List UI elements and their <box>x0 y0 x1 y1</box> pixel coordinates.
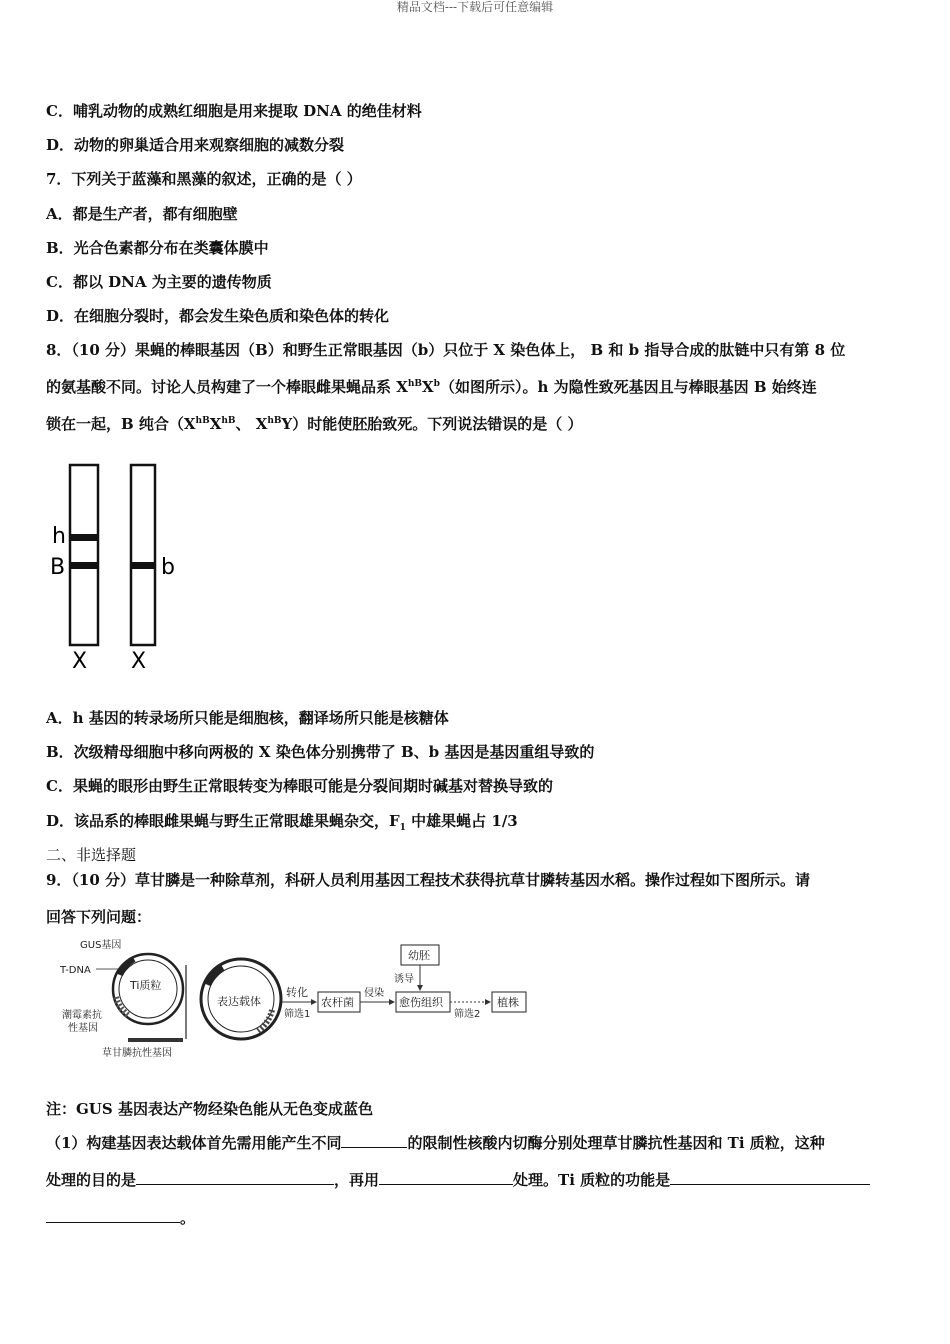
q8-option-c: C．果蝇的眼形由野生正常眼转变为棒眼可能是分裂间期时碱基对替换导致的 <box>46 777 553 795</box>
q9-stem-line2: 回答下列问题： <box>46 908 152 926</box>
q8-option-a: A．h 基因的转录场所只能是细胞核，翻译场所只能是核糖体 <box>46 709 449 727</box>
process-figure <box>58 935 533 1065</box>
answer-blank[interactable] <box>670 1170 870 1185</box>
q6-option-d: D．动物的卵巢适合用来观察细胞的减数分裂 <box>46 136 345 154</box>
q9-stem-line1: 9．（10 分）草甘膦是一种除草剂，科研人员利用基因工程技术获得抗草甘膦转基因水稻。操作过程如下图所示。请 <box>46 871 811 889</box>
glyphosate-label: 草甘膦抗性基因 <box>102 1048 172 1059</box>
answer-blank[interactable] <box>136 1170 334 1185</box>
embryo-label: 幼胚 <box>408 949 430 962</box>
q7-option-d: D．在细胞分裂时，都会发生染色质和染色体的转化 <box>46 307 390 325</box>
chromosome-right <box>131 465 155 645</box>
tdna-label: T-DNA <box>60 965 91 976</box>
q8-stem-line3: 锁在一起，B 纯合（$X^{hB}X^{hB}$、 $X^{hB}Y$）时能使胚胎致死。下列说法错误的是（ ） <box>46 415 583 433</box>
band-h <box>70 534 98 541</box>
answer-blank[interactable] <box>379 1170 513 1185</box>
plant-label: 植株 <box>497 996 519 1009</box>
answer-blank[interactable] <box>341 1133 407 1148</box>
q8-option-b: B．次级精母细胞中移向两极的 X 染色体分别携带了 B、b 基因是基因重组导致的 <box>46 743 595 761</box>
answer-blank[interactable] <box>46 1208 180 1223</box>
screen2-label: 筛选2 <box>454 1009 481 1020</box>
agro-label: 农杆菌 <box>321 996 354 1009</box>
label-B: B <box>50 555 66 580</box>
label-X-right: X <box>131 649 147 674</box>
q8-stem-line2: 的氨基酸不同。讨论人员构建了一个棒眼雌果蝇品系 $X^{hB}X^b$（如图所示）。h 为隐性致死基因且与棒眼基因 B 始终连 <box>46 378 817 396</box>
q9-note: 注：GUS 基因表达产物经染色能从无色变成蓝色 <box>46 1100 373 1118</box>
gus-label: GUS基因 <box>80 940 122 951</box>
q9-sub1-line1: （1）构建基因表达载体首先需用能产生不同 的限制性核酸内切酶分别处理草甘膦抗性基因和 Ti 质粒，这种 <box>46 1134 825 1152</box>
hyg-label-2: 性基因 <box>68 1023 98 1034</box>
chromosome-figure <box>40 455 190 680</box>
glyphosate-gene-bar <box>128 1038 183 1042</box>
chromosome-left <box>70 465 98 645</box>
label-X-left: X <box>72 649 88 674</box>
callus-label: 愈伤组织 <box>399 996 443 1009</box>
label-b: b <box>161 555 175 580</box>
transform-label: 转化 <box>286 986 308 999</box>
q7-option-a: A．都是生产者，都有细胞壁 <box>46 205 238 223</box>
infect-label: 侵染 <box>364 988 384 999</box>
q6-option-c: C．哺乳动物的成熟红细胞是用来提取 DNA 的绝佳材料 <box>46 102 422 120</box>
screen1-label: 筛选1 <box>284 1009 311 1020</box>
hyg-label-1: 潮霉素抗 <box>62 1010 102 1021</box>
q9-sub1-line3: 。 <box>46 1208 195 1228</box>
q7-option-b: B．光合色素都分布在类囊体膜中 <box>46 239 269 257</box>
q8-stem-line1: 8．（10 分）果蝇的棒眼基因（B）和野生正常眼基因（b）只位于 X 染色体上， B 和 b 指导合成的肽链中只有第 8 位 <box>46 341 846 359</box>
q7-option-c: C．都以 DNA 为主要的遗传物质 <box>46 273 272 291</box>
band-B <box>70 562 98 569</box>
vector-label: 表达载体 <box>217 995 261 1008</box>
page-header: 精品文档---下载后可任意编辑 <box>396 0 554 14</box>
q9-sub1-line2: 处理的目的是 ，再用 处理。Ti 质粒的功能是 <box>46 1170 870 1190</box>
q8-option-d: D．该品系的棒眼雌果蝇与野生正常眼雄果蝇杂交，$F_1$ 中雄果蝇占 1/3 <box>46 812 518 833</box>
induce-label: 诱导 <box>394 974 414 985</box>
q7-stem: 7．下列关于蓝藻和黑藻的叙述，正确的是（ ） <box>46 170 362 188</box>
band-b <box>131 562 155 569</box>
label-h: h <box>52 524 66 549</box>
ti-label: Ti质粒 <box>130 979 162 992</box>
section-title: 二、非选择题 <box>46 846 137 864</box>
